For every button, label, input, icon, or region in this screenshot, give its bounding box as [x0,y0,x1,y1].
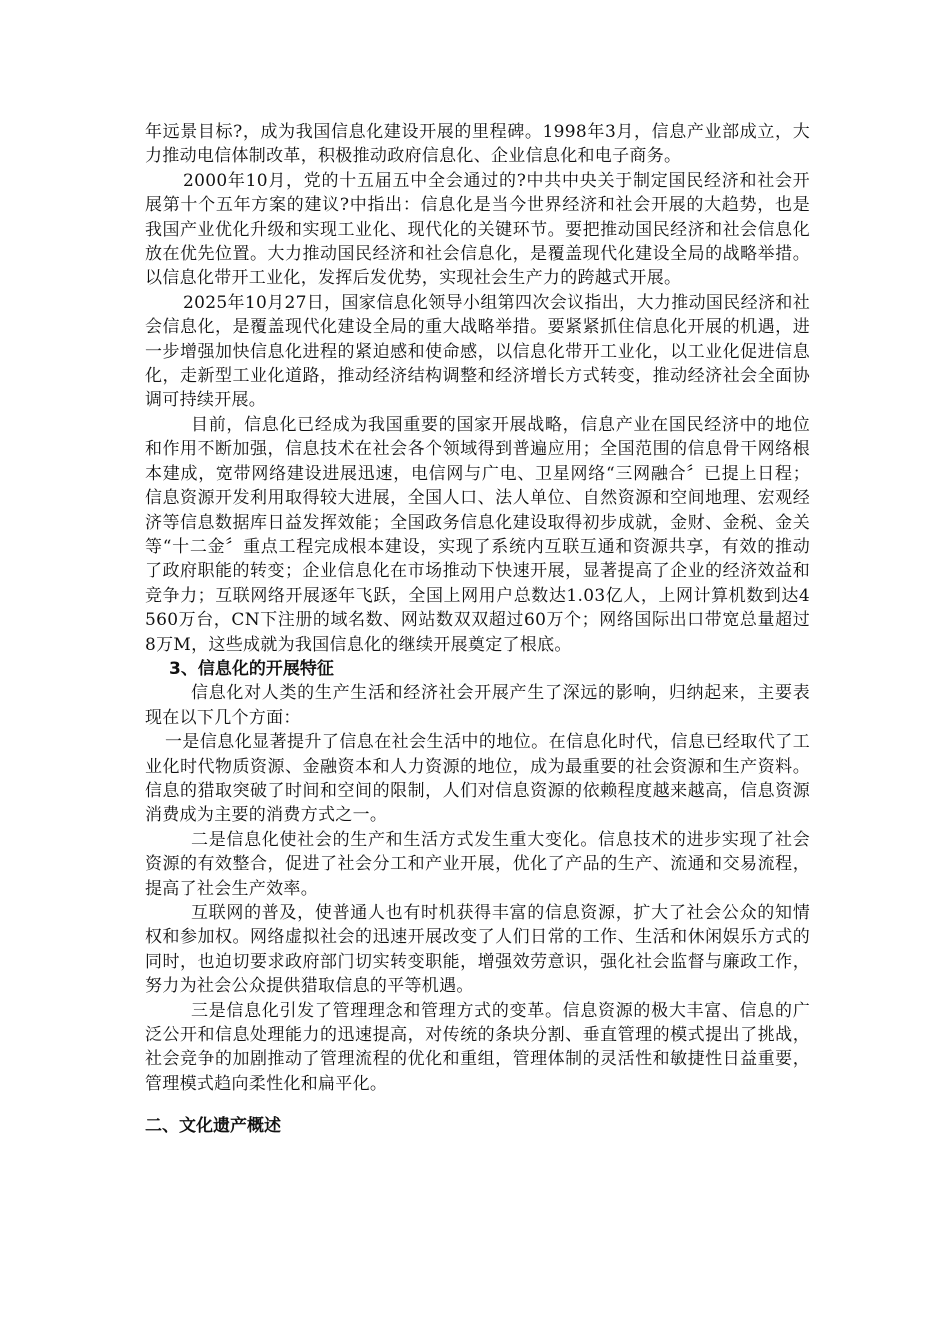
document-page [145,120,810,1138]
paragraph-impact-intro: 信息化对人类的生产生活和经济社会开展产生了深远的影响，归纳起来，主要表现在以下几个方面： [145,683,810,728]
paragraph-point-two: 二是信息化使社会的生产和生活方式发生重大变化。信息技术的进步实现了社会资源的有效整合，促进了社会分工和产业开展，优化了产品的生产、流通和交易流程，提高了社会生产效率。 [145,829,810,899]
paragraph-current-status: 目前，信息化已经成为我国重要的国家开展战略，信息产业在国民经济中的地位和作用不断加强，信息技术在社会各个领域得到普遍应用；全国范围的信息骨干网络根本建成，宽带网络建设进展迅速，电信网与广电、卫星网络“三网融合〞已提上日程；信息资源开发利用取得较大进展，全国人口、法人单位、自然资源和空间地理、宏观经济等信息数据库日益发挥效能；全国政务信息化建设取得初步成就，金财、金税、金关等“十二金〞重点工程完成根本建设，实现了系统内互联互通和资源共享，有效的推动了政府职能的转变；企业信息化在市场推动下快速开展，显著提高了企业的经济效益和竞争力；互联网络开展逐年飞跃，全国上网用户总数达1.03亿人，上网计算机数到达4560万台，CN下注册的域名数、网站数双双超过60万个；网络国际出口带宽总量超过8万M，这些成就为我国信息化的继续开展奠定了根底。 [145,414,810,655]
paragraph-internet: 互联网的普及，使普通人也有时机获得丰富的信息资源，扩大了社会公众的知情权和参加权。网络虚拟社会的迅速开展改变了人们日常的工作、生活和休闲娱乐方式的同时，也迫切要求政府部门切实转变职能，增强效劳意识，强化社会监督与廉政工作，努力为社会公众提供猎取信息的平等机遇。 [145,903,810,997]
paragraph-2000-proposal: 2000年10月，党的十五届五中全会通过的?中共中央关于制定国民经济和社会开展第十个五年方案的建议?中指出：信息化是当今世界经济和社会开展的大趋势，也是我国产业优化升级和实现工业化、现代化的关键环节。要把推动国民经济和社会信息化放在优先位置。大力推动国民经济和社会信息化，是覆盖现代化建设全局的战略举措。以信息化带开工业化，发挥后发优势，实现社会生产力的跨越式开展。 [145,170,810,289]
paragraph-point-three: 三是信息化引发了管理理念和管理方式的变革。信息资源的极大丰富、信息的广泛公开和信息处理能力的迅速提高，对传统的条块分割、垂直管理的模式提出了挑战，社会竞争的加剧推动了管理流程的优化和重组，管理体制的灵活性和敏捷性日益重要，管理模式趋向柔性化和扁平化。 [145,1000,810,1094]
section-2-title: 二、文化遗产概述 [145,1116,281,1137]
paragraph-goal-continuation: 年远景目标?，成为我国信息化建设开展的里程碑。1998年3月，信息产业部成立，大力推动电信体制改革，积极推动政府信息化、企业信息化和电子商务。 [145,122,810,167]
section-3-title: 3、信息化的开展特征 [169,658,334,679]
paragraph-point-one: 一是信息化显著提升了信息在社会生活中的地位。在信息化时代，信息已经取代了工业化时代物质资源、金融资本和人力资源的地位，成为最重要的社会资源和生产资料。信息的猎取突破了时间和空间的限制，人们对信息资源的依赖程度越来越高，信息资源消费成为主要的消费方式之一。 [145,732,810,826]
paragraph-2025-meeting: 2025年10月27日，国家信息化领导小组第四次会议指出，大力推动国民经济和社会信息化，是覆盖现代化建设全局的重大战略举措。要紧紧抓住信息化开展的机遇，进一步增强加快信息化进程的紧迫感和使命感，以信息化带开工业化，以工业化促进信息化，走新型工业化道路，推动经济结构调整和经济增长方式转变，推动经济社会全面协调可持续开展。 [145,292,810,411]
